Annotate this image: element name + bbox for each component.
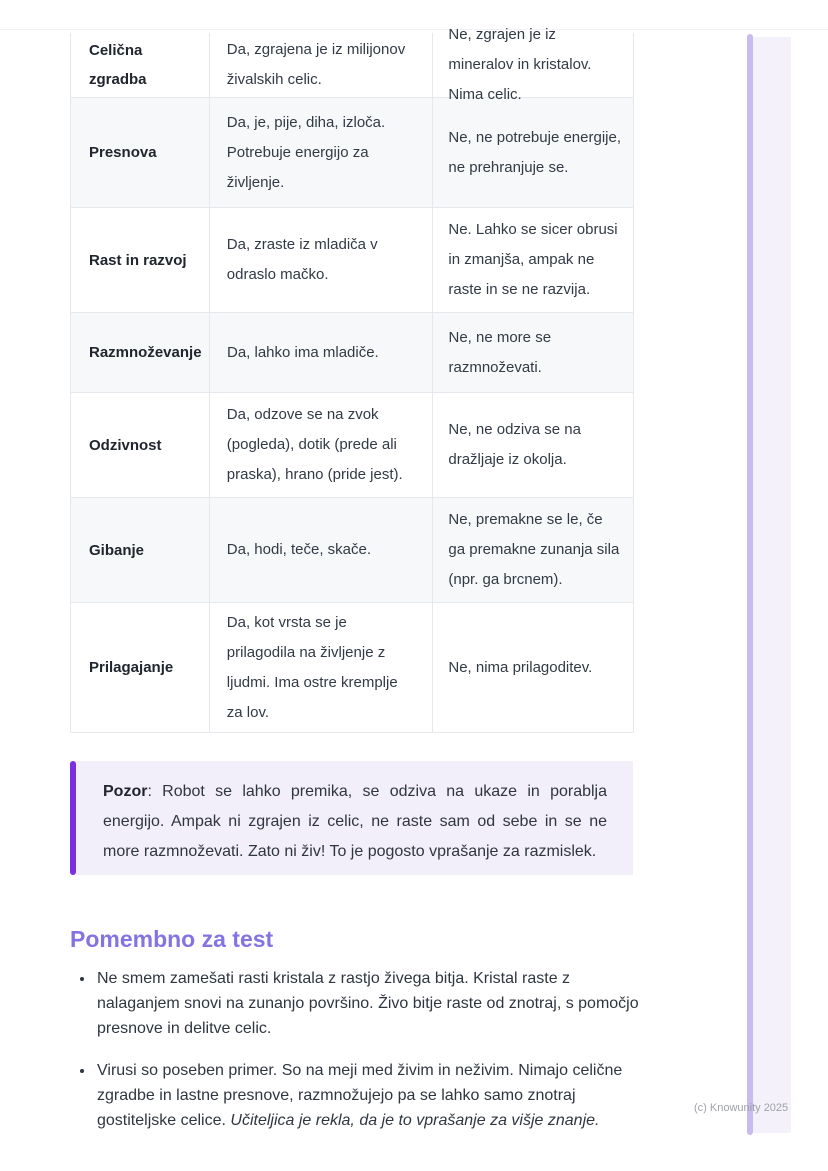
table-row (71, 26, 633, 103)
notalive-cell: Ne, zgrajen je iz mineralov in kristalov. Nima celic. (432, 33, 633, 97)
alive-cell: Da, zgrajena je iz milijonov živalskih celic. (209, 33, 433, 97)
list-item (95, 1058, 645, 1133)
comparison-table (70, 26, 634, 733)
row-label-cell: Razmnoževanje (89, 344, 202, 361)
page-side-panel (753, 37, 791, 1133)
callout-body-text: : Robot se lahko premika, se odziva na ukaze in porablja energijo. Ampak ni zgrajen iz celic, ne raste sam od sebe in se ne more razmnoževati. Zato ni živ! To je pogosto vprašanje za razmislek. (103, 783, 607, 860)
row-label-cell: Prilagajanje (89, 659, 174, 676)
table-row (71, 393, 633, 498)
important-notes-list (70, 966, 645, 1150)
list-item (95, 966, 645, 1041)
row-label-cell: Rast in razvoj (89, 251, 187, 269)
alive-cell: Da, lahko ima mladiče. (209, 313, 432, 392)
row-label-cell: Odzivnost (89, 436, 162, 454)
alive-cell: Da, odzove se na zvok (pogleda), dotik (prede ali praska), hrano (pride jest). (209, 393, 433, 497)
alive-cell: Da, hodi, teče, skače. (209, 498, 433, 602)
bullet-text: Virusi so poseben primer. So na meji med živim in neživim. Nimajo celične zgradbe in lastne presnove, razmnožujejo pa se lahko samo znotraj gostiteljske celice. (97, 1062, 623, 1129)
notalive-cell: Ne, ne more se razmnoževati. (432, 313, 633, 392)
notalive-cell: Ne, ne potrebuje energije, ne prehranjuje se. (432, 98, 633, 207)
table-row (71, 603, 633, 733)
notalive-cell: Ne, ne odziva se na dražljaje iz okolja. (432, 393, 633, 497)
alive-cell: Da, kot vrsta se je prilagodila na življenje z ljudmi. Ima ostre kremplje za lov. (209, 603, 433, 732)
table-row (71, 313, 633, 393)
row-label-cell: Celična zgradba (89, 42, 147, 88)
table-row (71, 498, 633, 603)
alive-cell: Da, je, pije, diha, izloča. Potrebuje energijo za življenje. (209, 98, 433, 207)
notalive-cell: Ne. Lahko se sicer obrusi in zmanjša, ampak ne raste in se ne razvija. (432, 208, 633, 312)
copyright-watermark: (c) Knowunity 2025 (694, 1102, 789, 1114)
callout-bold-label: Pozor (103, 783, 148, 800)
page-boundary-line (0, 29, 828, 30)
notalive-cell: Ne, premakne se le, če ga premakne zunanja sila (npr. ga brcnem). (432, 498, 633, 602)
row-label-cell: Gibanje (89, 541, 145, 559)
warning-callout (70, 761, 633, 875)
callout-text (76, 761, 633, 875)
bullet-text: Ne smem zamešati rasti kristala z rastjo živega bitja. Kristal raste z nalaganjem snovi na zunanjo površino. Živo bitje raste od znotraj, s pomočjo presnove in delitve celic. (97, 970, 639, 1037)
section-heading: Pomembno za test (70, 926, 274, 952)
bullet-italic-text: Učiteljica je rekla, da je to vprašanje za višje znanje. (230, 1112, 600, 1129)
alive-cell: Da, zraste iz mladiča v odraslo mačko. (209, 208, 433, 312)
table-row (71, 98, 633, 208)
table-row (71, 208, 633, 313)
row-label-cell: Presnova (89, 144, 157, 161)
notalive-cell: Ne, nima prilagoditev. (432, 603, 633, 732)
